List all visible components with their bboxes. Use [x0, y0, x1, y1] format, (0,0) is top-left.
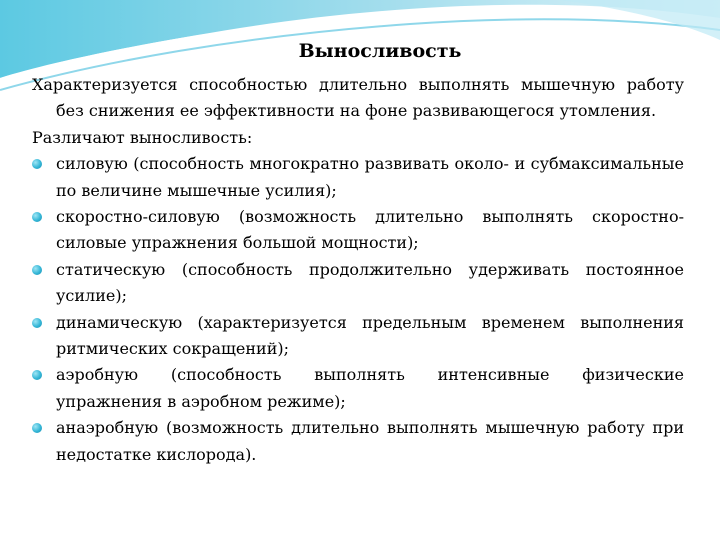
list-item	[32, 310, 684, 363]
intro-paragraph: Характеризуется способностью длительно выполнять мышечную работу без снижения ее эффективности на фоне развивающегося утомления.	[32, 75, 684, 121]
slide-body	[32, 72, 684, 468]
list-item	[32, 204, 684, 257]
list-item	[32, 415, 684, 468]
list-item	[32, 362, 684, 415]
bullet-dot-icon	[32, 212, 42, 222]
list-item-text: анаэробную (возможность длительно выполнять мышечную работу при недостатке кислорода).	[56, 418, 684, 464]
list-item-text: динамическую (характеризуется предельным временем выполнения ритмических сокращений);	[56, 312, 684, 359]
bullet-dot-icon	[32, 159, 42, 169]
types-heading: Различают выносливость:	[32, 127, 253, 147]
list-item-text: аэробную (способность выполнять интенсивные физические упражнения в аэробном режиме);	[56, 365, 684, 411]
list-item-text: силовую (способность многократно развивать около- и субмаксимальные по величине мышечные усилия);	[56, 154, 684, 200]
list-item-text: статическую (способность продолжительно удерживать постоянное усилие);	[56, 259, 684, 306]
list-item	[32, 151, 684, 204]
bullet-dot-icon	[32, 423, 42, 433]
bullet-dot-icon	[32, 370, 42, 380]
endurance-types-list	[32, 151, 684, 468]
list-item	[32, 257, 684, 310]
slide-title: Выносливость	[298, 40, 462, 62]
list-item-text: скоростно-силовую (возможность длительно выполнять скоростно-силовые упражнения большой мощности);	[56, 207, 684, 253]
bullet-dot-icon	[32, 265, 42, 275]
bullet-dot-icon	[32, 318, 42, 328]
